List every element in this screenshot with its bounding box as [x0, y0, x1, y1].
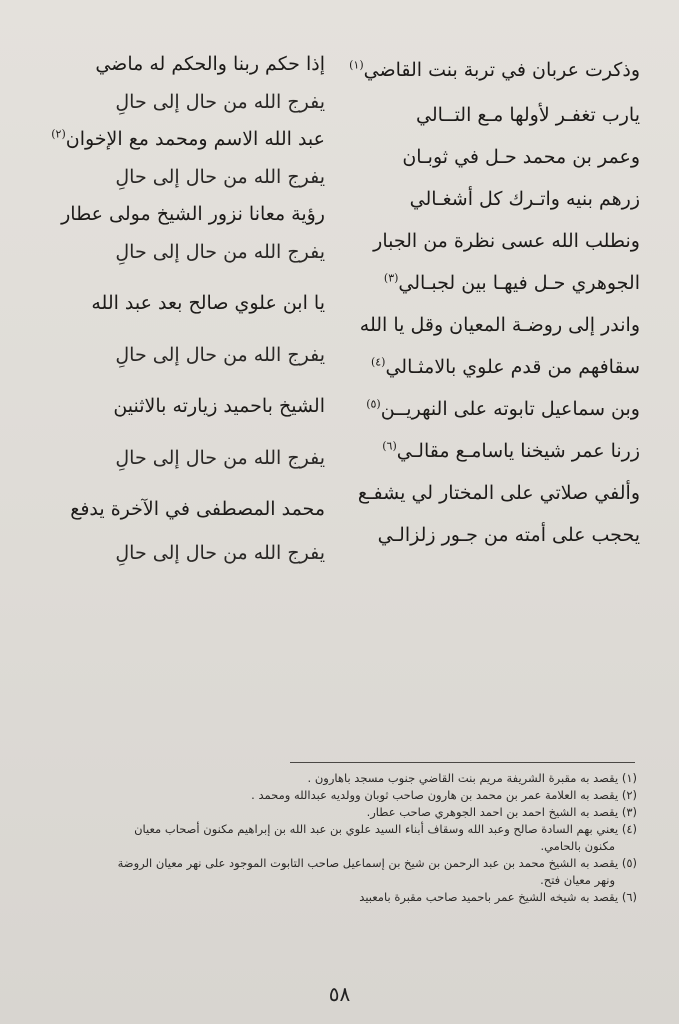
verse: زرنا عمر شيخنا ياسامـع مقالـي$^{(٦)}$ [382, 439, 640, 462]
poem-right-column [349, 46, 640, 556]
refrain-verse: يفرج الله من حال إلى حالِ [115, 90, 325, 113]
footnote: (٢) يقصد به العلامة عمر بن محمد بن هارون صاحب ثوبان وولديه عبدالله ومحمد . [251, 788, 637, 802]
footnote: (٦) يقصد به شيخه الشيخ عمر باحميد صاحب مقبرة بامعبيد [359, 890, 637, 904]
footnote: (٥) يقصد به الشيخ محمد بن عبد الرحمن بن شيخ بن إسماعيل صاحب التابوت الموجود على نهر معيان الروضة [117, 856, 637, 870]
refrain-verse: يفرج الله من حال إلى حالِ [115, 240, 325, 263]
verse: وألفي صلاتي على المختار لي يشفـع [357, 482, 640, 504]
refrain-verse: يفرج الله من حال إلى حالِ [115, 541, 325, 564]
footnote: (٤) يعني بهم السادة صالح وعبد الله وسقاف أبناء السيد علوي بن عبد الله بن إبراهيم مكنون أصحاب معيان [134, 822, 637, 836]
verse: واندر إلى روضـة المعيان وقل يا الله [359, 314, 640, 336]
refrain-verse: يفرج الله من حال إلى حالِ [115, 446, 325, 469]
refrain-verse: يفرج الله من حال إلى حالِ [115, 165, 325, 188]
verse: زرهم بنيه واتـرك كل أشغـالي [409, 188, 640, 210]
footnote-divider [290, 762, 635, 763]
verse: يارب تغفـر لأولها مـع التــالي [416, 104, 640, 126]
footnote-ref: (٥) [366, 397, 381, 411]
verse: وبن سماعيل تابوته على النهريــن$^{(٥)}$ [366, 397, 640, 420]
verse: ونطلب الله عسى نظرة من الجبار [373, 230, 640, 252]
verse: محمد المصطفى في الآخرة يدفع [70, 498, 325, 520]
verse: يا ابن علوي صالح بعد عبد الله [91, 292, 325, 314]
verse: الجوهري حـل فيهـا بين لجبـالي$^{(٣)}$ [383, 271, 640, 294]
footnote-continuation: مكنون بالحامي. [540, 839, 615, 853]
verse: إذا حكم ربنا والحكم له ماضي [95, 53, 325, 75]
verse: الشيخ باحميد زيارته بالاثنين [113, 395, 325, 417]
footnotes [40, 770, 637, 906]
poem-left-column [40, 46, 325, 572]
refrain-verse: يفرج الله من حال إلى حالِ [115, 343, 325, 366]
footnote-ref: (٢) [51, 127, 66, 141]
footnote: (٣) يقصد به الشيخ احمد بن احمد الجوهري صاحب عطار. [366, 805, 637, 819]
verse: وعمر بن محمد حـل في ثوبـان [402, 146, 640, 168]
verse: وذكرت عربان في تربة بنت القاضي$^{(١)}$ [349, 58, 640, 81]
footnote-ref: (٤) [370, 355, 386, 369]
footnote-continuation: ونهر معيان فتح. [540, 873, 615, 887]
verse: رؤية معانا نزور الشيخ مولى عطار [61, 203, 325, 225]
verse: عبد الله الاسم ومحمد مع الإخوان$^{(٢)}$ [51, 127, 325, 150]
footnote-ref: (٣) [383, 271, 399, 285]
verse: سقافهم من قدم علوي بالامثـالي$^{(٤)}$ [370, 355, 640, 378]
page-number: ٥٨ [328, 982, 351, 1006]
footnote: (١) يقصد به مقبرة الشريفة مريم بنت القاضي جنوب مسجد باهارون . [307, 771, 637, 785]
verse: يحجب على أمته من جـور زلزالـي [377, 524, 640, 546]
poem [40, 46, 640, 606]
footnote-ref: (١) [349, 58, 364, 72]
footnote-ref: (٦) [382, 439, 397, 453]
